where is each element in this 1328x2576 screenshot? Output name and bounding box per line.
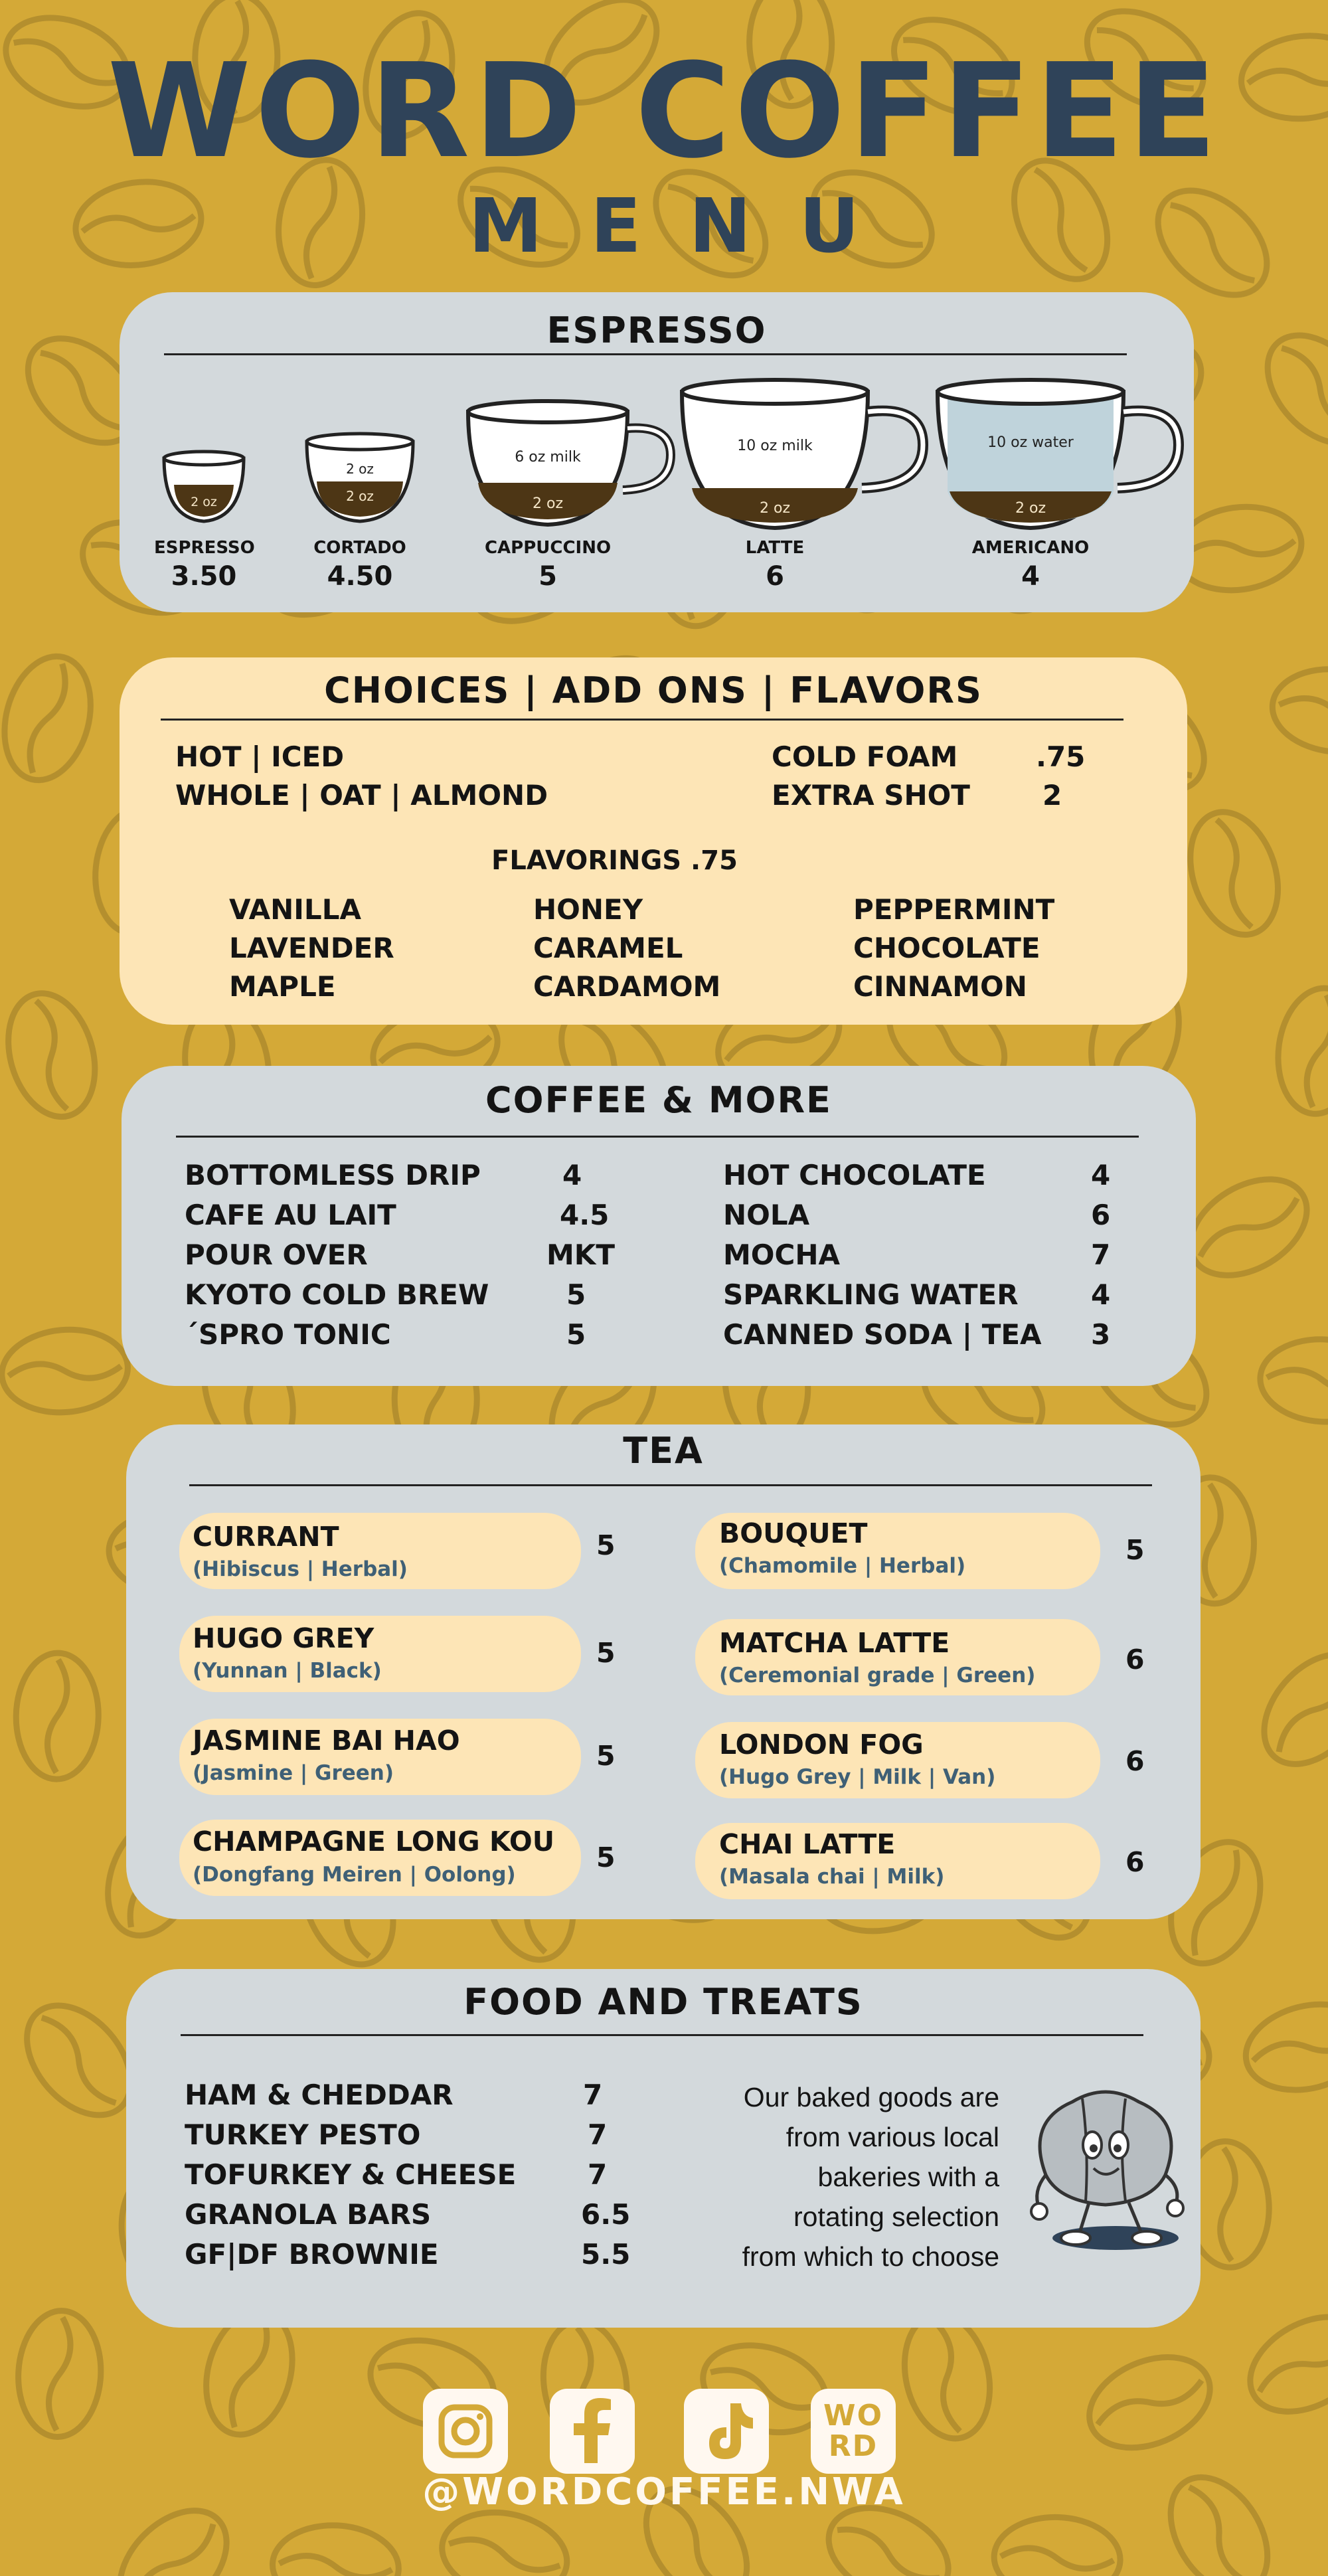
divider xyxy=(189,1484,1152,1486)
menu-item-price: 4 xyxy=(562,1159,582,1191)
cortado-shot-label: 2 oz xyxy=(346,488,374,504)
tea-description: (Yunnan | Black) xyxy=(193,1659,382,1683)
flavor-item: CARAMEL xyxy=(533,932,683,964)
menu-item-price: 5 xyxy=(566,1278,586,1311)
tea-price: 5 xyxy=(596,1740,616,1772)
menu-item-price: MKT xyxy=(546,1239,615,1271)
milk-options: WHOLE | OAT | ALMOND xyxy=(175,779,548,812)
tea-name: CHAMPAGNE LONG KOU xyxy=(193,1826,555,1857)
divider xyxy=(181,2034,1143,2036)
espresso-title: ESPRESSO xyxy=(546,309,767,351)
tea-price: 5 xyxy=(596,1842,616,1873)
tea-name: CURRANT xyxy=(193,1521,339,1553)
menu-item-price: 4 xyxy=(1091,1278,1111,1311)
tea-price: 6 xyxy=(1125,1644,1145,1675)
cappuccino-cup-icon xyxy=(468,401,671,525)
espresso-name: ESPRESSO xyxy=(154,538,255,558)
tea-description: (Ceremonial grade | Green) xyxy=(719,1664,1036,1687)
tea-description: (Masala chai | Milk) xyxy=(719,1865,945,1889)
note-line: from which to choose xyxy=(742,2241,999,2272)
note-line: from various local xyxy=(786,2122,999,2152)
note-line: rotating selection xyxy=(793,2201,999,2232)
food-item-name: TURKEY PESTO xyxy=(185,2118,421,2151)
tea-name: LONDON FOG xyxy=(719,1729,924,1760)
divider xyxy=(161,719,1123,721)
flavor-item: MAPLE xyxy=(229,970,336,1003)
food-item-name: TOFURKEY & CHEESE xyxy=(185,2158,517,2191)
flavor-item: PEPPERMINT xyxy=(853,893,1055,926)
menu-item-name: BOTTOMLESS DRIP xyxy=(185,1159,481,1191)
tea-price: 6 xyxy=(1125,1745,1145,1777)
menu-subtitle: MENU xyxy=(468,183,908,270)
cortado-milk-label: 2 oz xyxy=(346,461,374,477)
food-item-name: HAM & CHEDDAR xyxy=(185,2079,454,2111)
menu-item-name: POUR OVER xyxy=(185,1239,368,1271)
cappuccino-shot-label: 2 oz xyxy=(533,495,563,512)
latte-price: 6 xyxy=(766,561,784,592)
social-handle[interactable]: @WORDCOFFEE.NWA xyxy=(422,2470,906,2514)
menu-item-price: 5 xyxy=(566,1318,586,1351)
food-item-price: 7 xyxy=(583,2079,603,2111)
page-title: WORD COFFEE xyxy=(107,36,1221,187)
tea-description: (Chamomile | Herbal) xyxy=(719,1554,966,1578)
menu-item-name: SPARKLING WATER xyxy=(723,1278,1019,1311)
temperature-options: HOT | ICED xyxy=(175,740,345,773)
coffee-more-panel xyxy=(122,1066,1196,1386)
food-item-price: 5.5 xyxy=(581,2238,631,2271)
latte-milk-label: 10 oz milk xyxy=(737,438,813,454)
espresso-panel xyxy=(120,292,1194,612)
extra-shot-price: 2 xyxy=(1042,779,1062,812)
flavor-item: CINNAMON xyxy=(853,970,1027,1003)
word-logo-icon[interactable] xyxy=(811,2389,896,2474)
espresso-cup-label: 2 oz xyxy=(191,495,217,509)
instagram-icon[interactable] xyxy=(423,2389,508,2474)
choices-panel xyxy=(120,657,1187,1025)
tea-name: CHAI LATTE xyxy=(719,1828,896,1860)
food-item-name: GRANOLA BARS xyxy=(185,2198,432,2231)
menu-item-name: KYOTO COLD BREW xyxy=(185,1278,489,1311)
cortado-price: 4.50 xyxy=(327,561,393,592)
flavor-item: CHOCOLATE xyxy=(853,932,1040,964)
menu-item-price: 4 xyxy=(1091,1159,1111,1191)
flavor-item: VANILLA xyxy=(229,893,361,926)
latte-name: LATTE xyxy=(745,538,805,558)
cappuccino-price: 5 xyxy=(539,561,557,592)
tea-description: (Dongfang Meiren | Oolong) xyxy=(193,1863,516,1887)
coffee-more-title: COFFEE & MORE xyxy=(485,1079,832,1121)
divider xyxy=(176,1136,1139,1138)
extra-shot-name: EXTRA SHOT xyxy=(772,779,970,812)
food-panel xyxy=(126,1969,1201,2328)
americano-shot-label: 2 oz xyxy=(1015,500,1046,517)
note-line: Our baked goods are xyxy=(743,2082,999,2112)
tea-name: MATCHA LATTE xyxy=(719,1627,950,1659)
americano-price: 4 xyxy=(1021,561,1040,592)
tea-description: (Jasmine | Green) xyxy=(193,1761,394,1785)
tea-name: BOUQUET xyxy=(719,1517,868,1549)
food-item-price: 7 xyxy=(588,2118,608,2151)
menu-item-name: NOLA xyxy=(723,1199,810,1231)
cold-foam-price: .75 xyxy=(1036,740,1086,773)
flavor-item: LAVENDER xyxy=(229,932,394,964)
tea-price: 5 xyxy=(596,1637,616,1669)
food-item-price: 6.5 xyxy=(581,2198,631,2231)
croissant-mascot-icon xyxy=(1019,2075,1192,2255)
latte-shot-label: 2 oz xyxy=(760,500,790,517)
tea-description: (Hibiscus | Herbal) xyxy=(193,1557,408,1581)
tea-panel xyxy=(126,1424,1201,1919)
tea-name: HUGO GREY xyxy=(193,1622,374,1654)
note-line: bakeries with a xyxy=(817,2162,999,2192)
americano-name: AMERICANO xyxy=(971,538,1090,558)
menu-item-name: CAFE AU LAIT xyxy=(185,1199,396,1231)
tea-title: TEA xyxy=(623,1430,704,1472)
americano-cup-icon xyxy=(938,380,1179,528)
tea-description: (Hugo Grey | Milk | Van) xyxy=(719,1765,996,1789)
menu-item-price: 6 xyxy=(1091,1199,1111,1231)
tea-price: 5 xyxy=(1125,1534,1145,1566)
tiktok-icon[interactable] xyxy=(684,2389,769,2474)
cappuccino-name: CAPPUCCINO xyxy=(484,538,612,558)
espresso-price: 3.50 xyxy=(171,561,237,592)
latte-cup-icon xyxy=(682,380,923,528)
tea-name: JASMINE BAI HAO xyxy=(193,1725,460,1757)
menu-item-name: MOCHA xyxy=(723,1239,840,1271)
menu-item-price: 4.5 xyxy=(560,1199,610,1231)
cappuccino-milk-label: 6 oz milk xyxy=(515,449,581,466)
tea-price: 6 xyxy=(1125,1846,1145,1878)
tea-price: 5 xyxy=(596,1529,616,1561)
menu-item-name: CANNED SODA | TEA xyxy=(723,1318,1042,1351)
baked-goods-note xyxy=(644,2077,999,2276)
menu-item-price: 7 xyxy=(1091,1239,1111,1271)
food-item-name: GF|DF BROWNIE xyxy=(185,2238,439,2271)
flavor-item: HONEY xyxy=(533,893,643,926)
cortado-name: CORTADO xyxy=(313,538,406,558)
cold-foam-name: COLD FOAM xyxy=(772,740,958,773)
food-title: FOOD AND TREATS xyxy=(463,1981,863,2023)
food-item-price: 7 xyxy=(588,2158,608,2191)
espresso-cup-icon xyxy=(164,452,244,521)
facebook-icon[interactable] xyxy=(550,2389,635,2474)
flavor-item: CARDAMOM xyxy=(533,970,721,1003)
choices-title: CHOICES | ADD ONS | FLAVORS xyxy=(324,669,983,711)
logo-text: WO xyxy=(823,2399,883,2433)
flavorings-heading: FLAVORINGS .75 xyxy=(491,845,738,876)
americano-water-label: 10 oz water xyxy=(987,434,1074,451)
menu-item-name: ´SPRO TONIC xyxy=(185,1318,391,1351)
logo-text: RD xyxy=(828,2429,878,2463)
menu-item-name: HOT CHOCOLATE xyxy=(723,1159,986,1191)
menu-item-price: 3 xyxy=(1091,1318,1111,1351)
cortado-cup-icon xyxy=(307,434,413,521)
